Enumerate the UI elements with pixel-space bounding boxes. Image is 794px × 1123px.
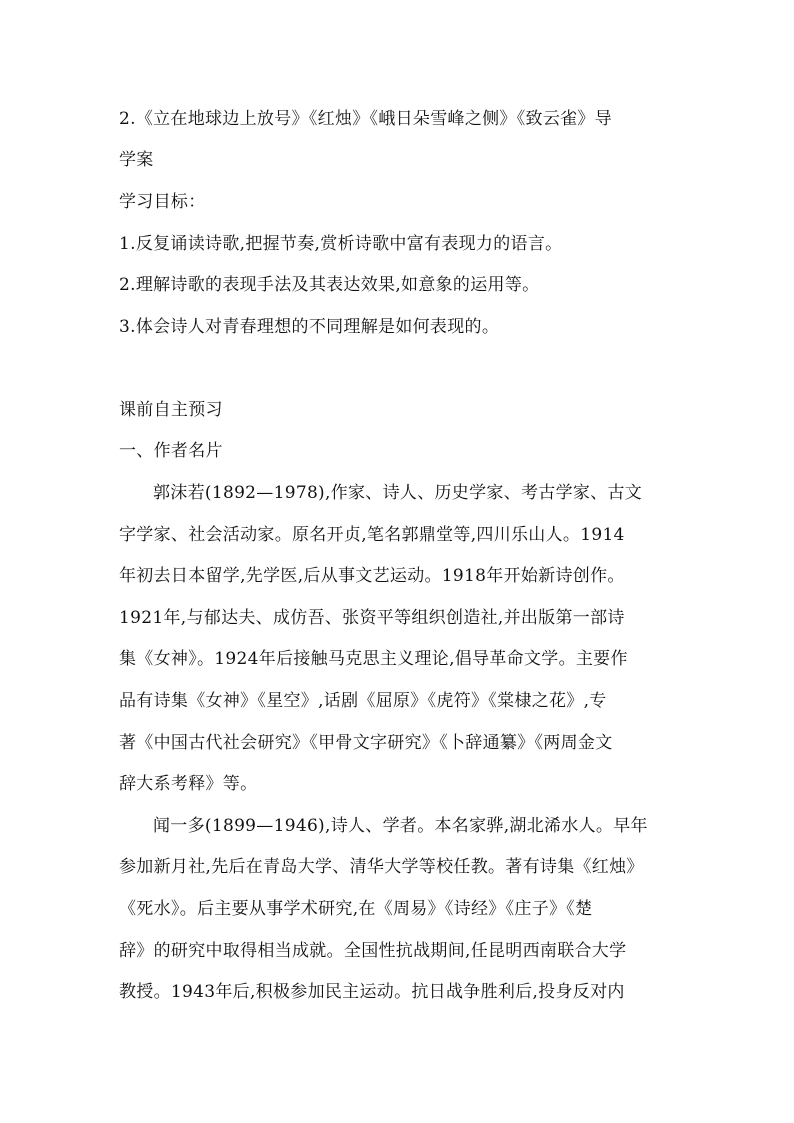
objectives-heading: 学习目标： — [119, 192, 206, 212]
wen-yiduo-paragraph-line: 闻一多(1899—1946),诗人、学者。本名家骅,湖北浠水人。早年 — [153, 816, 648, 836]
objective-item-3: 3.体会诗人对青春理想的不同理解是如何表现的。 — [119, 317, 500, 337]
guo-moruo-paragraph-line: 年初去日本留学,先学医,后从事文艺运动。1918年开始新诗创作。 — [119, 566, 625, 586]
wen-yiduo-paragraph-line: 教授。1943年后,积极参加民主运动。抗日战争胜利后,投身反对内 — [119, 982, 625, 1002]
wen-yiduo-paragraph-line: 参加新月社,先后在青岛大学、清华大学等校任教。著有诗集《红烛》 — [119, 857, 644, 877]
section-author-card-heading: 一、作者名片 — [119, 441, 223, 461]
guo-moruo-paragraph-line: 1921年,与郁达夫、成仿吾、张资平等组织创造社,并出版第一部诗 — [119, 608, 625, 628]
document-title-line-1: 2.《立在地球边上放号》《红烛》《峨日朵雪峰之侧》《致云雀》导 — [119, 109, 613, 129]
wen-yiduo-paragraph-line: 辞》的研究中取得相当成就。全国性抗战期间,任昆明西南联合大学 — [119, 941, 627, 961]
guo-moruo-paragraph-line: 辞大系考释》等。 — [119, 774, 258, 794]
wen-yiduo-paragraph-line: 《死水》。后主要从事学术研究,在《周易》《诗经》《庄子》《楚 — [119, 899, 593, 919]
guo-moruo-paragraph-line: 品有诗集《女神》《星空》,话剧《屈原》《虎符》《棠棣之花》,专 — [119, 691, 607, 711]
objective-item-2: 2.理解诗歌的表现手法及其表达效果,如意象的运用等。 — [119, 275, 540, 295]
preview-heading: 课前自主预习 — [119, 400, 223, 420]
guo-moruo-paragraph-line: 郭沫若(1892—1978),作家、诗人、历史学家、考古学家、古文 — [153, 483, 643, 503]
objective-item-1: 1.反复诵读诗歌,把握节奏,赏析诗歌中富有表现力的语言。 — [119, 234, 563, 254]
guo-moruo-paragraph-line: 著《中国古代社会研究》《甲骨文字研究》《卜辞通纂》《两周金文 — [119, 733, 613, 753]
guo-moruo-paragraph-line: 集《女神》。1924年后接触马克思主义理论,倡导革命文学。主要作 — [119, 649, 628, 669]
guo-moruo-paragraph-line: 字学家、社会活动家。原名开贞,笔名郭鼎堂等,四川乐山人。1914 — [119, 525, 625, 545]
document-title-line-2: 学案 — [119, 150, 154, 170]
